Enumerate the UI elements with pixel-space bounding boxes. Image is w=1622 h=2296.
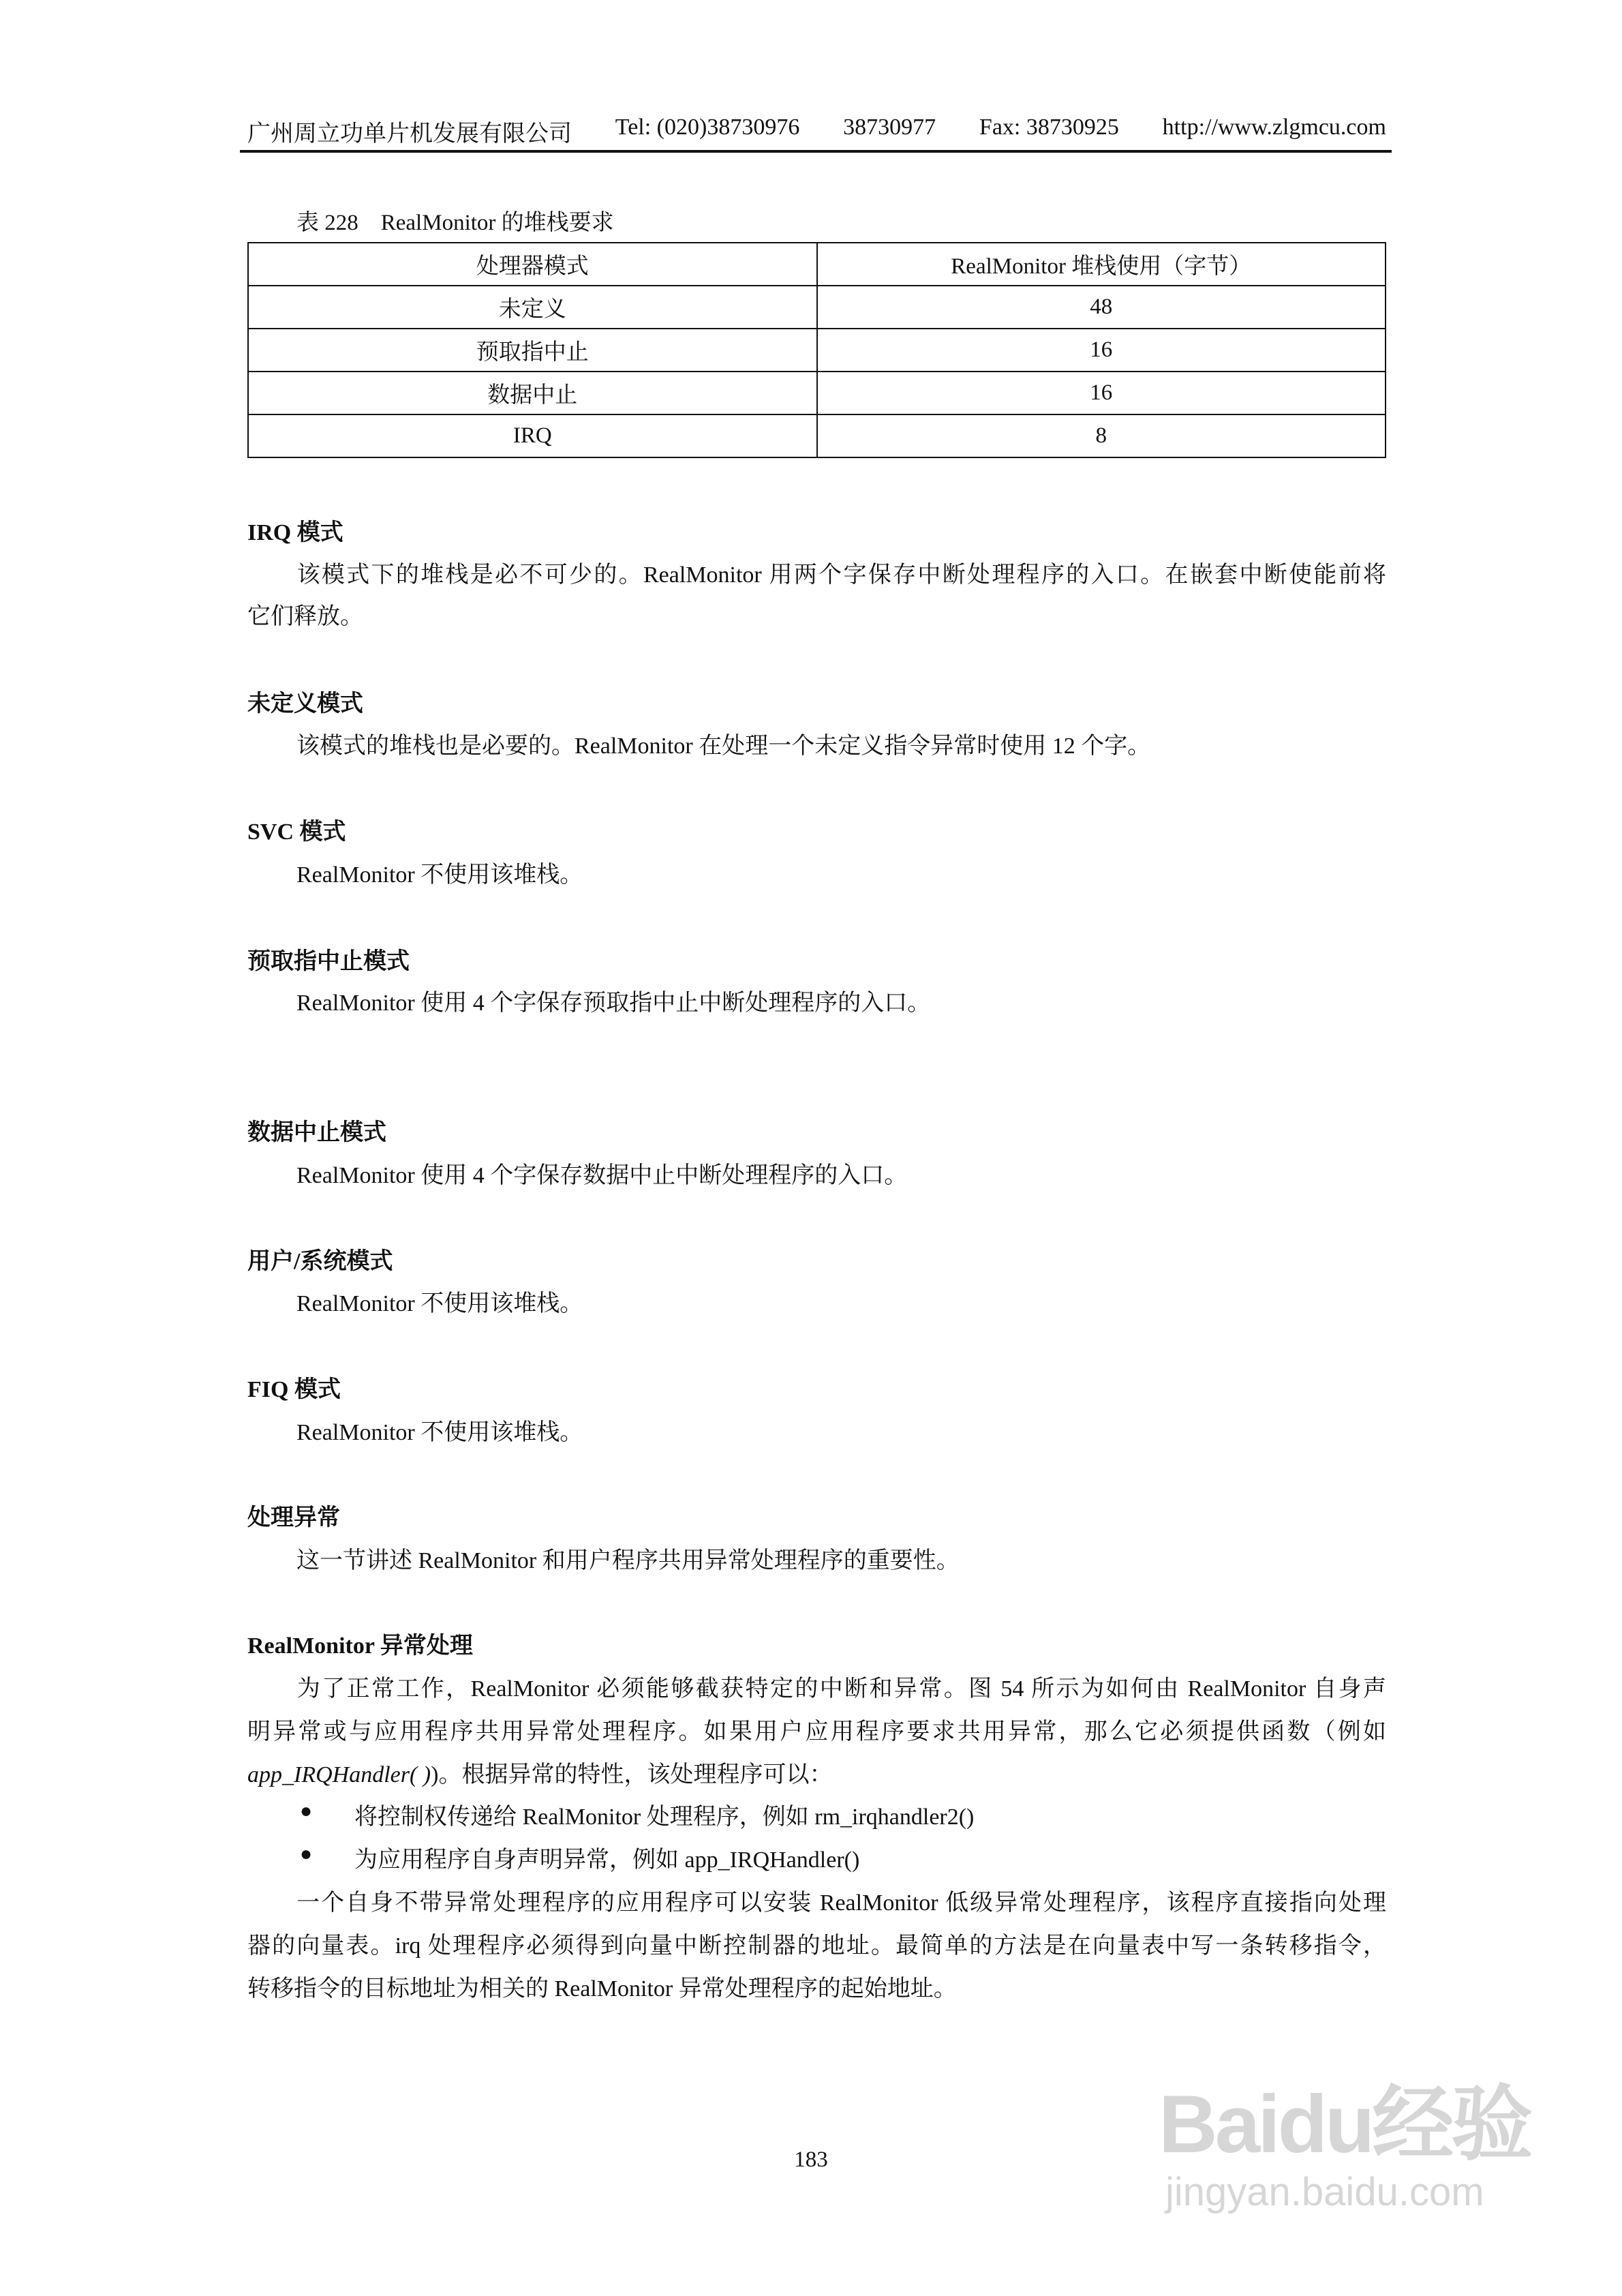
page-number: 183 [794, 2147, 828, 2172]
paragraph-line: 它们释放。 [247, 604, 363, 629]
bullet-item: 为应用程序自身声明异常，例如 app_IRQHandler() [354, 1847, 860, 1873]
paragraph-line [247, 1755, 832, 1789]
table-row [248, 286, 1386, 329]
paragraph-text: )。根据异常的特性，该处理程序可以： [431, 1762, 833, 1787]
header-cell: 处理器模式 [248, 243, 817, 286]
paragraph-line: RealMonitor 使用 4 个字保存数据中止中断处理程序的入口。 [296, 1163, 908, 1188]
tel: Tel: (020)38730976 [615, 115, 800, 140]
table-row [248, 329, 1386, 372]
paragraph-line: 为了正常工作，RealMonitor 必须能够截获特定的中断和异常。图 54 所示为如何由 RealMonitor 自身声 [247, 1676, 1386, 1702]
cell: 数据中止 [248, 372, 817, 414]
tel2: 38730977 [843, 115, 936, 140]
paragraph-line: RealMonitor 不使用该堆栈。 [296, 862, 583, 888]
header-rule [240, 150, 1392, 153]
table-header-row [248, 243, 1386, 286]
paragraph-line: RealMonitor 不使用该堆栈。 [296, 1420, 583, 1445]
section-title: FIQ 模式 [247, 1377, 341, 1402]
paragraph-line: 该模式的堆栈也是必要的。RealMonitor 在处理一个未定义指令异常时使用 12 个字。 [296, 734, 1151, 759]
watermark-logo: Baidu经验 [1159, 2079, 1531, 2170]
company-name: 广州周立功单片机发展有限公司 [247, 121, 572, 147]
table-row [248, 414, 1386, 457]
section-title: 用户/系统模式 [247, 1249, 393, 1274]
table-row [248, 372, 1386, 414]
paragraph-line: 器的向量表。irq 处理程序必须得到向量中断控制器的地址。最简单的方法是在向量表中写一条转移指令， [247, 1933, 1386, 1959]
cell: 未定义 [248, 286, 817, 329]
paragraph-line: 明异常或与应用程序共用异常处理程序。如果用户应用程序要求共用异常，那么它必须提供函数（例如 [247, 1719, 1386, 1744]
website: http://www.zlgmcu.com [1162, 115, 1386, 140]
header-cell: RealMonitor 堆栈使用（字节） [817, 243, 1386, 286]
cell: 48 [817, 286, 1386, 329]
paragraph-line: 该模式下的堆栈是必不可少的。RealMonitor 用两个字保存中断处理程序的入口。在嵌套中断使能前将 [247, 562, 1386, 588]
cell: 预取指中止 [248, 329, 817, 372]
section-title: IRQ 模式 [247, 520, 343, 545]
paragraph-line: 这一节讲述 RealMonitor 和用户程序共用异常处理程序的重要性。 [296, 1548, 960, 1573]
section-title: SVC 模式 [247, 819, 346, 845]
paragraph-line: RealMonitor 不使用该堆栈。 [296, 1291, 583, 1316]
section-title: 预取指中止模式 [247, 949, 410, 974]
cell: IRQ [248, 414, 817, 457]
bullet-icon: ● [300, 1800, 313, 1822]
table-caption: 表 228 RealMonitor 的堆栈要求 [296, 211, 614, 235]
section-title: 未定义模式 [247, 691, 363, 716]
watermark-url: jingyan.baidu.com [1165, 2170, 1484, 2214]
section-title: 处理异常 [247, 1505, 340, 1530]
section-title: RealMonitor 异常处理 [247, 1633, 473, 1659]
cell: 8 [817, 414, 1386, 457]
baidu-watermark [1159, 2059, 1530, 2215]
paragraph-line: 转移指令的目标地址为相关的 RealMonitor 异常处理程序的起始地址。 [247, 1976, 957, 2002]
fax: Fax: 38730925 [979, 115, 1119, 140]
cell: 16 [817, 372, 1386, 414]
paragraph-line: 一个自身不带异常处理程序的应用程序可以安装 RealMonitor 低级异常处理程序，该程序直接指向处理 [247, 1890, 1386, 1916]
section-title: 数据中止模式 [247, 1120, 386, 1145]
stack-table [247, 242, 1386, 458]
bullet-icon: ● [300, 1843, 313, 1865]
bullet-item: 将控制权传递给 RealMonitor 处理程序，例如 rm_irqhandler2() [354, 1804, 975, 1830]
page-header [247, 115, 1386, 148]
function-name: app_IRQHandler( ) [247, 1762, 431, 1787]
paragraph-line: RealMonitor 使用 4 个字保存预取指中止中断处理程序的入口。 [296, 991, 931, 1016]
cell: 16 [817, 329, 1386, 372]
